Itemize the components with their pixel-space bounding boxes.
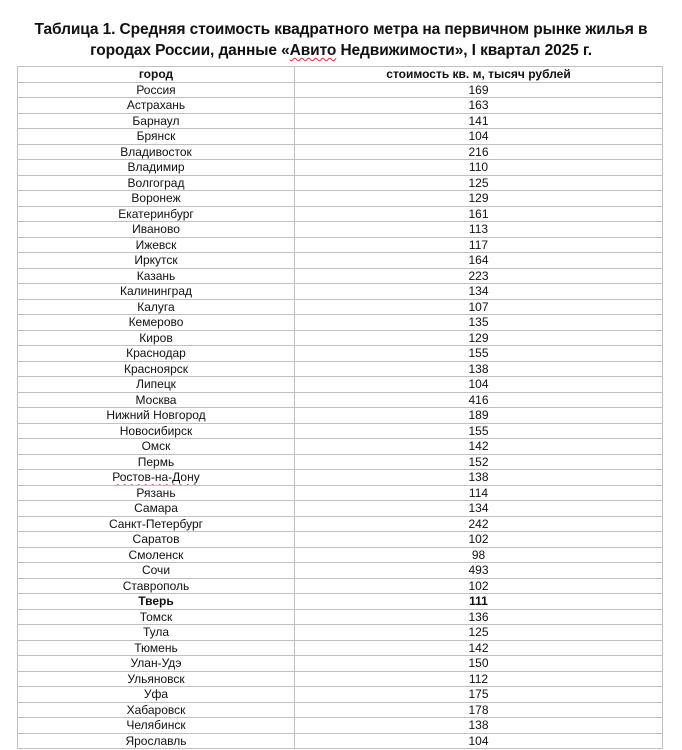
city-name: Владимир [127, 160, 185, 175]
cell-price: 134 [295, 284, 663, 300]
cell-city [18, 222, 295, 238]
table-row [18, 129, 663, 145]
city-name: Ульяновск [127, 671, 185, 686]
table-row [18, 578, 663, 594]
cell-city [18, 485, 295, 501]
cell-price: 223 [295, 268, 663, 284]
cell-price: 164 [295, 253, 663, 269]
table-row [18, 361, 663, 377]
cell-price: 114 [295, 485, 663, 501]
cell-city [18, 284, 295, 300]
table-row [18, 206, 663, 222]
city-name: Иркутск [134, 253, 178, 268]
cell-city [18, 237, 295, 253]
city-name: Волгоград [127, 175, 185, 190]
cell-city [18, 361, 295, 377]
cell-price: 242 [295, 516, 663, 532]
cell-price: 189 [295, 408, 663, 424]
table-row [18, 625, 663, 641]
city-name[interactable]: Ростов-на-Дону [112, 470, 200, 485]
table-row [18, 253, 663, 269]
city-name: Барнаул [132, 113, 180, 128]
city-name: Липецк [136, 377, 176, 392]
cell-city [18, 609, 295, 625]
cell-price: 104 [295, 129, 663, 145]
header-city: город [18, 67, 295, 83]
table-header-row [18, 67, 663, 83]
cell-price: 113 [295, 222, 663, 238]
cell-price: 129 [295, 191, 663, 207]
table-row [18, 144, 663, 160]
cell-price: 163 [295, 98, 663, 114]
cell-city [18, 578, 295, 594]
cell-city [18, 625, 295, 641]
table-row [18, 563, 663, 579]
table-row [18, 609, 663, 625]
table-row [18, 671, 663, 687]
city-name: Челябинск [126, 718, 186, 733]
table-row [18, 687, 663, 703]
cell-city [18, 516, 295, 532]
cell-price: 138 [295, 361, 663, 377]
cell-price: 110 [295, 160, 663, 176]
cell-price: 142 [295, 640, 663, 656]
caption-line-2-suffix: Недвижимости», I квартал 2025 г. [336, 42, 592, 59]
city-name: Нижний Новгород [106, 408, 206, 423]
table-row [18, 485, 663, 501]
city-name: Астрахань [126, 98, 186, 113]
cell-city [18, 687, 295, 703]
table-row [18, 82, 663, 98]
table-row [18, 656, 663, 672]
cell-city [18, 98, 295, 114]
cell-price: 111 [295, 594, 663, 610]
cell-price: 112 [295, 671, 663, 687]
cell-city [18, 253, 295, 269]
city-name: Тверь [138, 594, 174, 609]
city-name: Воронеж [131, 191, 181, 206]
cell-price: 98 [295, 547, 663, 563]
cell-city [18, 377, 295, 393]
city-name: Тюмень [134, 640, 178, 655]
cell-city [18, 547, 295, 563]
table-row [18, 640, 663, 656]
caption-line-2-prefix: городах России, данные « [90, 42, 290, 59]
table-row [18, 377, 663, 393]
cell-city [18, 501, 295, 517]
city-name: Тула [142, 625, 170, 640]
city-name: Самара [134, 501, 178, 516]
table-row [18, 392, 663, 408]
city-name: Томск [139, 609, 173, 624]
cell-price: 104 [295, 377, 663, 393]
cell-city [18, 671, 295, 687]
table-row [18, 346, 663, 362]
cell-price: 125 [295, 175, 663, 191]
cell-price: 169 [295, 82, 663, 98]
table-row [18, 315, 663, 331]
cell-price: 216 [295, 144, 663, 160]
table-row [18, 98, 663, 114]
cell-price: 125 [295, 625, 663, 641]
city-name: Красноярск [123, 361, 189, 376]
table-row [18, 501, 663, 517]
cell-city [18, 144, 295, 160]
cell-price: 178 [295, 702, 663, 718]
city-name: Ижевск [135, 237, 177, 252]
table-row [18, 268, 663, 284]
cell-price: 493 [295, 563, 663, 579]
cell-price: 129 [295, 330, 663, 346]
table-row [18, 733, 663, 749]
spellcheck-flagged-word[interactable]: Авито [289, 42, 337, 59]
cell-city [18, 532, 295, 548]
city-name: Владивосток [120, 144, 192, 159]
cell-city [18, 175, 295, 191]
city-name: Россия [136, 82, 176, 97]
cell-price: 142 [295, 439, 663, 455]
city-name: Уфа [143, 687, 169, 702]
cell-city [18, 470, 295, 486]
cell-price: 102 [295, 532, 663, 548]
cell-price: 138 [295, 718, 663, 734]
cell-city [18, 702, 295, 718]
table-row [18, 299, 663, 315]
table-row [18, 516, 663, 532]
cell-city [18, 423, 295, 439]
cell-city [18, 563, 295, 579]
cell-city [18, 113, 295, 129]
table-row [18, 330, 663, 346]
cell-city [18, 129, 295, 145]
cell-city [18, 392, 295, 408]
table-row [18, 718, 663, 734]
table-row [18, 191, 663, 207]
cell-city [18, 733, 295, 749]
cell-city [18, 594, 295, 610]
cell-city [18, 315, 295, 331]
cell-price: 141 [295, 113, 663, 129]
cell-city [18, 656, 295, 672]
city-name: Пермь [137, 454, 175, 469]
cell-price: 136 [295, 609, 663, 625]
cell-city [18, 268, 295, 284]
table-row [18, 470, 663, 486]
table-row [18, 222, 663, 238]
city-name: Киров [139, 330, 173, 345]
city-name: Иваново [132, 222, 180, 237]
city-name: Калининград [119, 284, 193, 299]
cell-price: 416 [295, 392, 663, 408]
city-name: Брянск [136, 129, 176, 144]
table-caption [0, 19, 682, 61]
cell-city [18, 330, 295, 346]
city-name: Москва [135, 392, 177, 407]
cell-city [18, 408, 295, 424]
table-row [18, 594, 663, 610]
cell-price: 135 [295, 315, 663, 331]
city-name: Смоленск [128, 547, 184, 562]
city-name: Улан-Удэ [130, 656, 182, 671]
cell-city [18, 640, 295, 656]
cell-price: 150 [295, 656, 663, 672]
cell-city [18, 206, 295, 222]
cell-city [18, 454, 295, 470]
cell-price: 138 [295, 470, 663, 486]
caption-line-2 [0, 40, 682, 61]
city-name: Новосибирск [119, 423, 193, 438]
cell-city [18, 191, 295, 207]
table-row [18, 439, 663, 455]
table-row [18, 160, 663, 176]
table-row [18, 423, 663, 439]
table-row [18, 532, 663, 548]
cell-price: 155 [295, 423, 663, 439]
cell-city [18, 299, 295, 315]
cell-price: 161 [295, 206, 663, 222]
cell-city [18, 718, 295, 734]
city-name: Екатеринбург [118, 206, 194, 221]
table-row [18, 702, 663, 718]
city-name: Кемерово [128, 315, 184, 330]
cell-city [18, 160, 295, 176]
cell-price: 152 [295, 454, 663, 470]
header-price: стоимость кв. м, тысяч рублей [295, 67, 663, 83]
city-name: Рязань [136, 485, 176, 500]
city-name: Сочи [141, 563, 171, 578]
table-row [18, 237, 663, 253]
cell-city [18, 346, 295, 362]
table-row [18, 547, 663, 563]
cell-price: 117 [295, 237, 663, 253]
table-row [18, 454, 663, 470]
city-name: Хабаровск [126, 702, 186, 717]
table-row [18, 113, 663, 129]
city-name: Ярославль [125, 733, 187, 748]
cell-city [18, 439, 295, 455]
table-body [18, 82, 663, 749]
cell-price: 107 [295, 299, 663, 315]
city-name: Казань [136, 268, 176, 283]
city-name: Саратов [132, 532, 180, 547]
cell-price: 134 [295, 501, 663, 517]
city-name: Краснодар [126, 346, 186, 361]
cell-price: 155 [295, 346, 663, 362]
table-row [18, 408, 663, 424]
cell-price: 102 [295, 578, 663, 594]
city-name: Ставрополь [122, 578, 190, 593]
city-name: Омск [141, 439, 171, 454]
city-name: Санкт-Петербург [108, 516, 204, 531]
table-row [18, 175, 663, 191]
cell-city [18, 82, 295, 98]
caption-line-1: Таблица 1. Средняя стоимость квадратного метра на первичном рынке жилья в [34, 21, 648, 38]
city-name: Калуга [137, 299, 175, 314]
cell-price: 104 [295, 733, 663, 749]
table-row [18, 284, 663, 300]
price-table [17, 66, 663, 749]
cell-price: 175 [295, 687, 663, 703]
